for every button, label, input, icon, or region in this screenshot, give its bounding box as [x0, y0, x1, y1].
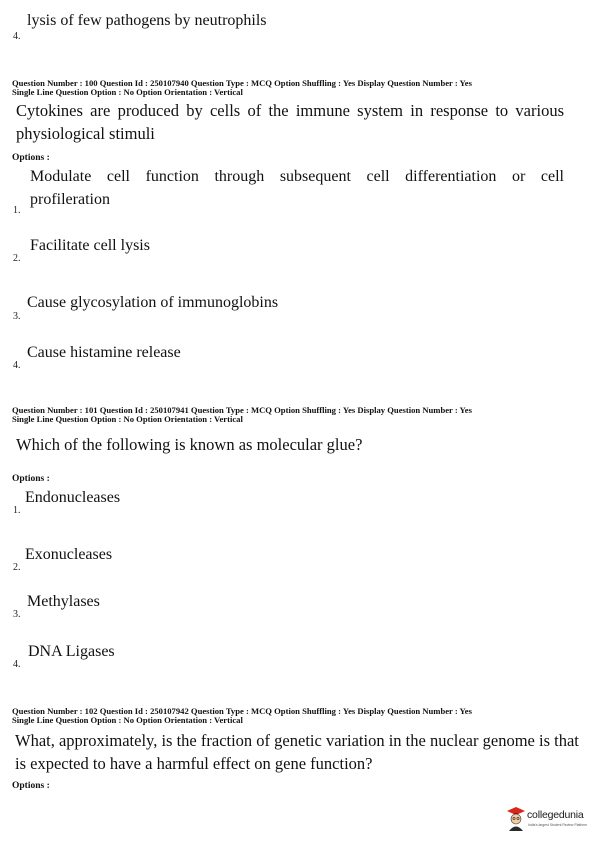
- collegedunia-logo: [505, 804, 591, 834]
- q100-options-label: Options :: [12, 153, 50, 163]
- q100-option-1-line1: Modulate cell function through subsequent cell differentiation or cell: [30, 168, 564, 185]
- q100-option-2-number: 2.: [13, 253, 21, 264]
- q101-meta-line1: Question Number : 101 Question Id : 250107941 Question Type : MCQ Option Shuffling : Yes Display Question Number : Yes: [12, 405, 472, 415]
- q101-options-label: Options :: [12, 474, 50, 484]
- q100-option-2-text: Facilitate cell lysis: [30, 237, 150, 254]
- q101-option-4-text: DNA Ligases: [28, 643, 115, 660]
- q101-option-4-number: 4.: [13, 659, 21, 670]
- logo-name: collegedunia: [527, 809, 584, 821]
- q101-option-2-number: 2.: [13, 562, 21, 573]
- q100-option-1-line2: profileration: [30, 191, 110, 208]
- q101-option-1-text: Endonucleases: [25, 489, 121, 506]
- q101-option-1-number: 1.: [13, 505, 21, 516]
- logo-tagline: India's largest Student Review Platform: [528, 823, 588, 827]
- q100-option-3-number: 3.: [13, 311, 21, 322]
- q100-option-3-text: Cause glycosylation of immunoglobins: [27, 294, 279, 311]
- q100-text-line2: physiological stimuli: [16, 124, 155, 143]
- q100-option-4-number: 4.: [13, 360, 21, 371]
- q100-meta-line2: Single Line Question Option : No Option Orientation : Vertical: [12, 87, 243, 97]
- prev-option-4-number: 4.: [13, 31, 21, 42]
- q101-option-3-number: 3.: [13, 609, 21, 620]
- student-mascot-icon: [505, 804, 527, 832]
- q102-text-line1: What, approximately, is the fraction of genetic variation in the nuclear genome is that: [15, 731, 579, 750]
- q100-option-1-number: 1.: [13, 205, 21, 216]
- q101-meta-line2: Single Line Question Option : No Option Orientation : Vertical: [12, 414, 243, 424]
- q102-meta-line1: Question Number : 102 Question Id : 250107942 Question Type : MCQ Option Shuffling : Yes Display Question Number : Yes: [12, 706, 472, 716]
- q100-meta-line1: Question Number : 100 Question Id : 250107940 Question Type : MCQ Option Shuffling : Yes Display Question Number : Yes: [12, 78, 472, 88]
- q102-meta-line2: Single Line Question Option : No Option Orientation : Vertical: [12, 715, 243, 725]
- q101-option-2-text: Exonucleases: [25, 546, 113, 563]
- q100-text-line1: Cytokines are produced by cells of the immune system in response to various: [16, 101, 564, 120]
- q100-option-4-text: Cause histamine release: [27, 344, 181, 361]
- q102-text-line2: is expected to have a harmful effect on gene function?: [15, 754, 373, 773]
- q101-option-3-text: Methylases: [27, 593, 100, 610]
- q102-options-label: Options :: [12, 781, 50, 791]
- q101-text-line1: Which of the following is known as molecular glue?: [16, 435, 363, 454]
- prev-option-4-text: lysis of few pathogens by neutrophils: [27, 12, 267, 29]
